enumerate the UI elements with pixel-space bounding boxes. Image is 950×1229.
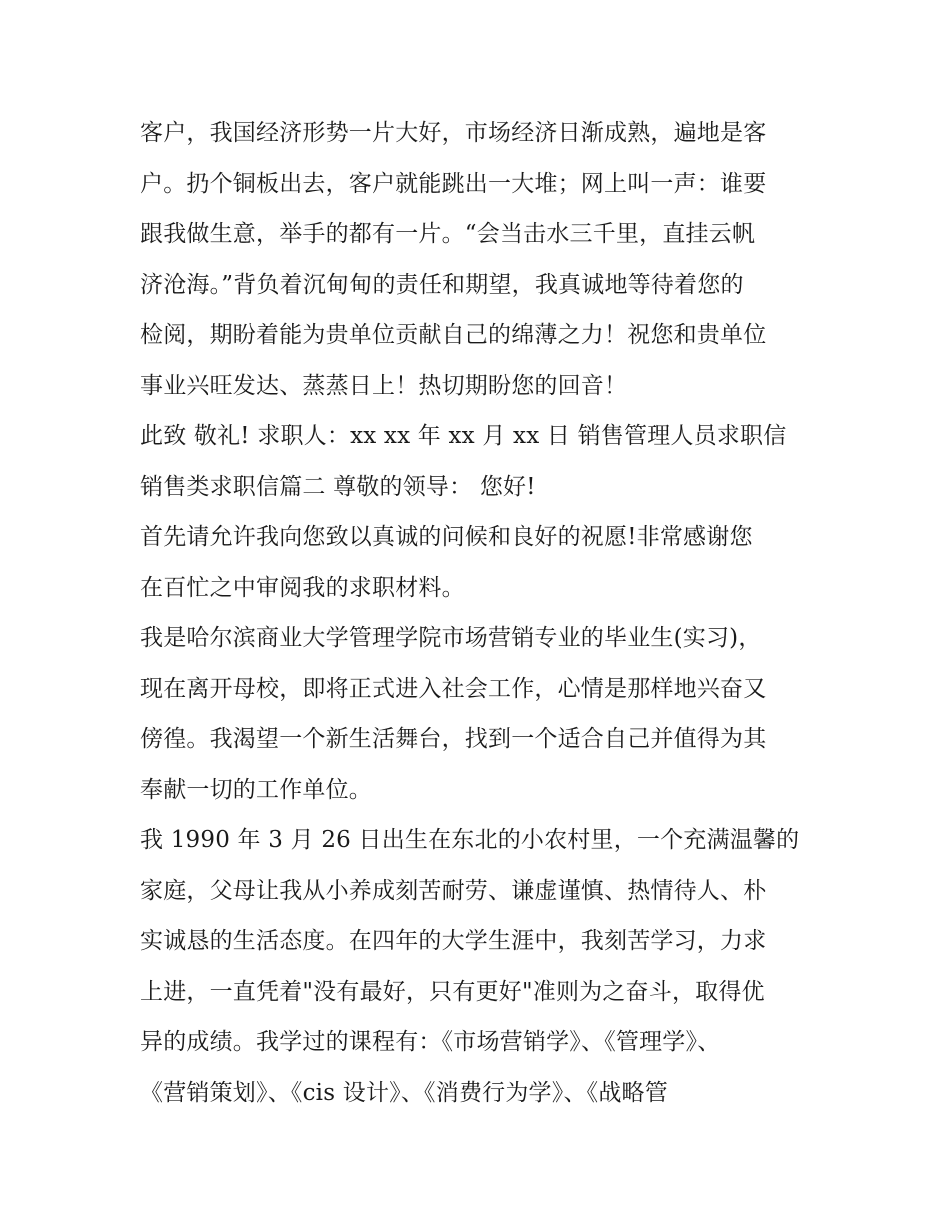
text-line: 户。扔个铜板出去，客户就能跳出一大堆；网上叫一声：谁要	[140, 170, 767, 197]
text-line: 《营销策划》、《cis 设计》、《消费行为学》、《战略管	[140, 1079, 668, 1106]
text-line: 奉献一切的工作单位。	[140, 776, 372, 803]
text-line: 检阅，期盼着能为贵单位贡献自己的绵薄之力！祝您和贵单位	[140, 322, 767, 348]
text-line: 上进，一直凭着"没有最好，只有更好"准则为之奋斗，取得优	[140, 978, 765, 1005]
text-line: 此致 敬礼! 求职人：xx xx 年 xx 月 xx 日 销售管理人员求职信	[140, 423, 787, 449]
text-line: 我 1990 年 3 月 26 日出生在东北的小农村里，一个充满温馨的	[140, 827, 800, 853]
text-line: 事业兴旺发达、蒸蒸日上！热切期盼您的回音！	[140, 372, 628, 399]
text-line: 跟我做生意，举手的都有一片。“会当击水三千里，直挂云帆	[140, 221, 756, 247]
document-body	[140, 108, 820, 1118]
text-line: 客户，我国经济形势一片大好，市场经济日渐成熟，遍地是客	[140, 120, 767, 146]
text-line: 实诚恳的生活态度。在四年的大学生涯中，我刻苦学习，力求	[140, 928, 767, 954]
text-line: 首先请允许我向您致以真诚的问候和良好的祝愿!非常感谢您	[140, 524, 753, 550]
text-line: 傍徨。我渴望一个新生活舞台，找到一个适合自己并值得为其	[140, 726, 767, 752]
text-line: 在百忙之中审阅我的求职材料。	[140, 574, 465, 601]
text-line: 异的成绩。我学过的课程有：《市场营销学》、《管理学》、	[140, 1029, 721, 1055]
text-line: 家庭，父母让我从小养成刻苦耐劳、谦虚谨慎、热情待人、朴	[140, 877, 767, 904]
text-line: 我是哈尔滨商业大学管理学院市场营销专业的毕业生(实习)，	[140, 625, 762, 651]
text-line: 济沧海。”背负着沉甸甸的责任和期望，我真诚地等待着您的	[140, 271, 744, 298]
text-line: 销售类求职信篇二 尊敬的领导： 您好!	[140, 473, 536, 500]
text-line: 现在离开母校，即将正式进入社会工作，心情是那样地兴奋又	[140, 675, 767, 702]
